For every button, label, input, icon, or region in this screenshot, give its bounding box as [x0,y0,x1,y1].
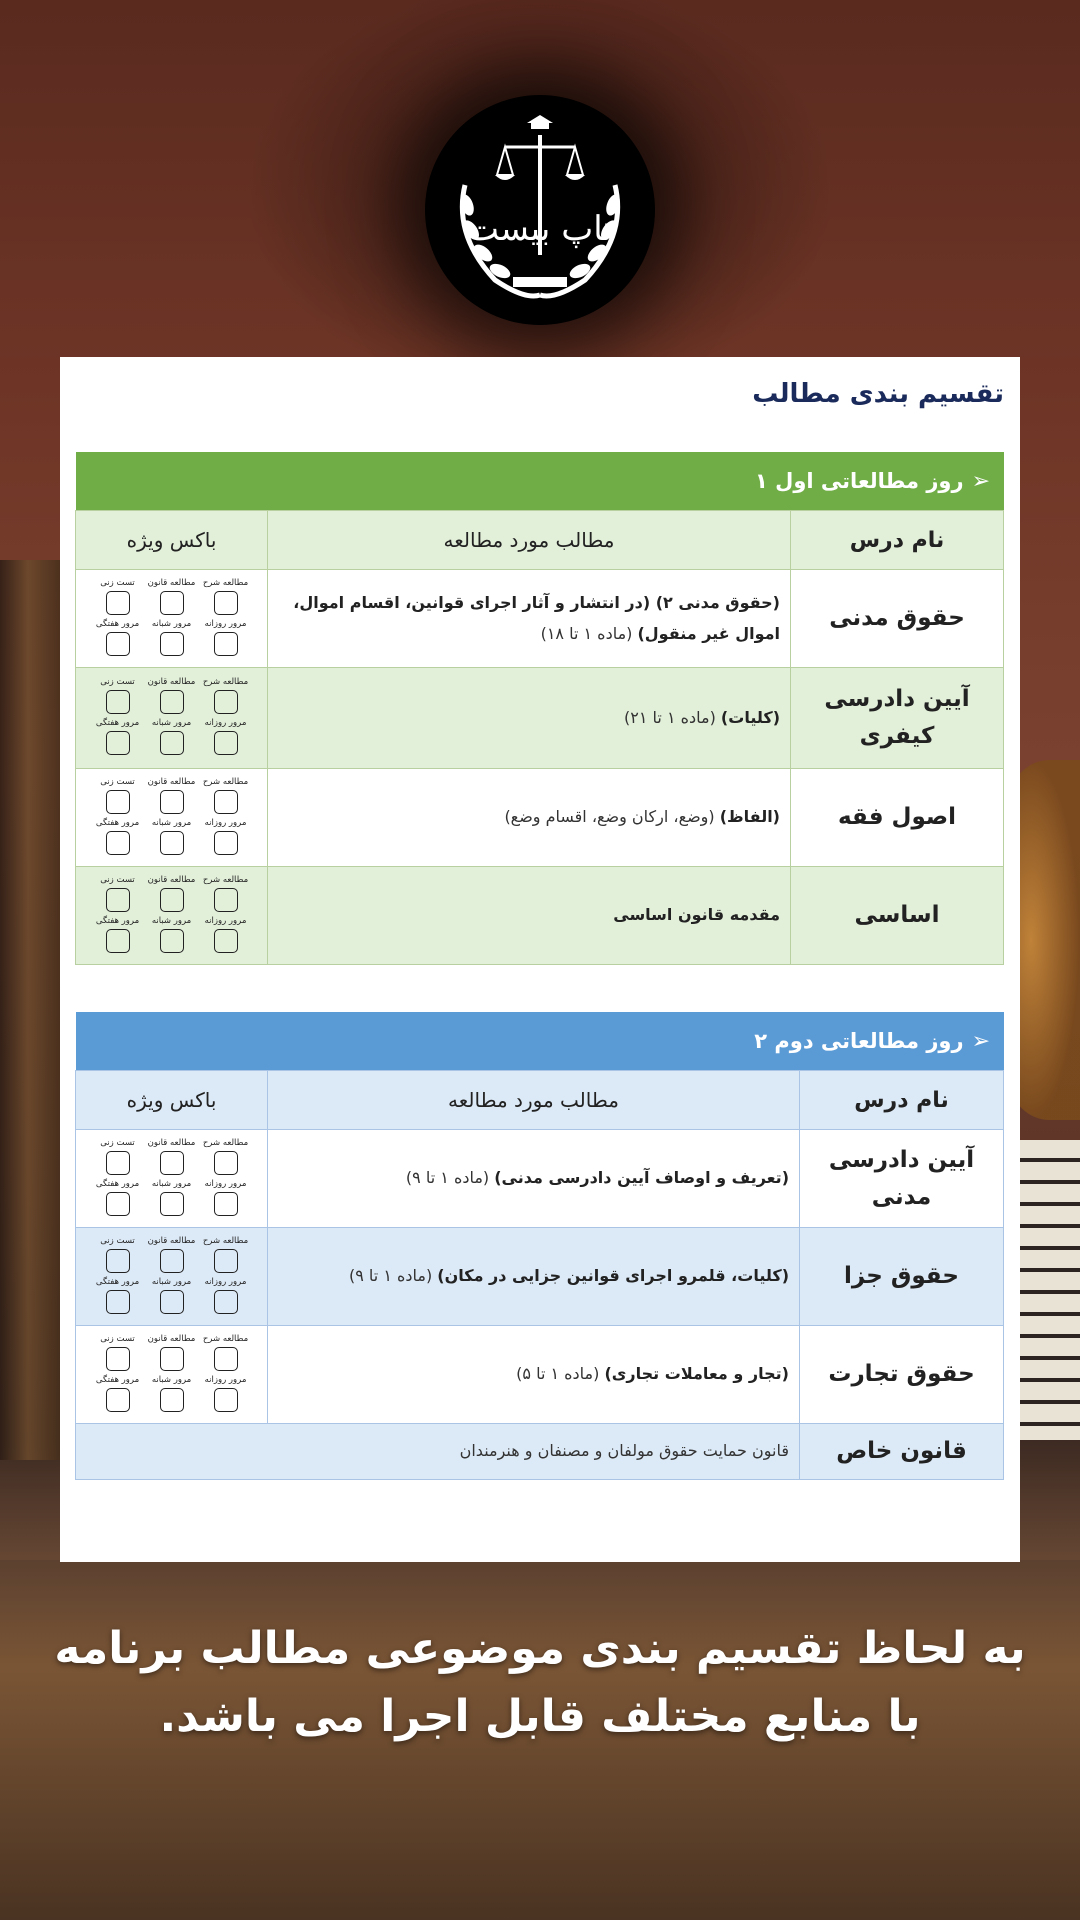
checkbox-label: مطالعه قانون [147,1235,196,1246]
special-box [76,769,268,867]
study-checkbox-item [91,1236,145,1277]
checkbox-label: مرور شبانه [151,618,192,629]
study-checkbox[interactable] [160,731,184,755]
study-checkbox-item [145,777,199,818]
checkbox-label: تست زنی [100,874,135,885]
special-box [76,1228,268,1326]
study-checkbox[interactable] [160,831,184,855]
checkbox-label: مرور هفتگی [95,718,140,728]
footer-line-2: با منابع مختلف قابل اجرا می باشد. [159,1691,921,1743]
study-checkbox[interactable] [214,790,238,814]
course-topic: (حقوق مدنی ۲) (در انتشار و آثار اجرای قوانین، اقسام اموال، اموال غیر منقول) (ماده ۱ تا ۱۸) [268,570,791,668]
study-checkbox-item [199,916,253,957]
checkbox-label: مطالعه قانون [147,1333,196,1344]
checkbox-label: مطالعه قانون [147,776,196,787]
checkbox-label: تست زنی [100,577,135,588]
study-checkbox-item [199,1277,253,1318]
study-checkbox[interactable] [106,831,130,855]
checkbox-label: مرور شبانه [151,718,192,728]
checkbox-label: مرور شبانه [151,1276,192,1287]
brand-logo [425,95,655,325]
table-row [76,769,1004,867]
study-checkbox[interactable] [214,1192,238,1216]
study-checkbox-item [145,916,199,957]
checkbox-label: مرور هفتگی [95,1276,140,1287]
scales-wreath-logo-icon [435,105,645,315]
study-day-2-section [76,1012,1004,1480]
checkbox-label: مطالعه شرح [202,1333,249,1344]
table-header-row [76,1071,1004,1130]
checkbox-label: مطالعه شرح [202,1137,249,1148]
checkbox-label: مرور هفتگی [95,817,140,828]
study-checkbox[interactable] [160,1290,184,1314]
course-topic: مقدمه قانون اساسی [268,867,791,965]
study-plan-card [60,357,1020,1562]
checkbox-label: مطالعه شرح [202,776,249,787]
checkbox-label: مرور روزانه [204,817,247,828]
study-checkbox[interactable] [214,591,238,615]
checkbox-label: تست زنی [100,1235,135,1246]
study-checkbox[interactable] [214,731,238,755]
study-checkbox-item [145,1236,199,1277]
svg-text:تاپ بیست: تاپ بیست [466,209,614,249]
study-checkbox[interactable] [106,1151,130,1175]
checkbox-label: مرور روزانه [204,1178,247,1189]
table-row [76,570,1004,668]
course-name: اساسی [791,867,1004,965]
study-checkbox[interactable] [106,1249,130,1273]
course-name: آیین دادرسی مدنی [800,1130,1004,1228]
study-checkbox[interactable] [160,888,184,912]
checkbox-label: مطالعه قانون [147,874,196,885]
study-day-1-section [76,452,1004,965]
checkbox-label: مرور شبانه [151,1374,192,1385]
course-name: حقوق جزا [800,1228,1004,1326]
study-checkbox[interactable] [214,1151,238,1175]
study-checkbox-item [91,677,145,718]
header-name: نام درس [791,511,1004,570]
header-box: باکس ویژه [76,1071,268,1130]
study-checkbox[interactable] [214,929,238,953]
checkbox-label: مطالعه شرح [202,1235,249,1246]
course-topic: قانون حمایت حقوق مولفان و مصنفان و هنرمندان [76,1424,800,1480]
checkbox-label: مطالعه قانون [147,577,196,588]
study-checkbox[interactable] [106,790,130,814]
course-name: حقوق تجارت [800,1326,1004,1424]
study-checkbox-item [145,619,199,660]
study-checkbox-item [199,1179,253,1220]
special-box [76,668,268,769]
study-checkbox[interactable] [106,929,130,953]
study-checkbox-item [199,1138,253,1179]
study-checkbox-item [91,578,145,619]
study-checkbox-item [145,578,199,619]
study-table-day-2 [75,1070,1004,1480]
study-checkbox-item [145,1179,199,1220]
background-gavel-decoration [1010,760,1080,1120]
checkbox-label: مرور شبانه [151,1178,192,1189]
study-checkbox[interactable] [106,1388,130,1412]
study-checkbox[interactable] [160,1249,184,1273]
study-checkbox[interactable] [106,591,130,615]
study-checkbox-item [145,1138,199,1179]
footer-line-1: به لحاظ تقسیم بندی موضوعی مطالب برنامه [54,1623,1026,1674]
study-checkbox-item [91,818,145,859]
study-checkbox-item [145,1334,199,1375]
course-name: اصول فقه [791,769,1004,867]
study-checkbox[interactable] [160,790,184,814]
study-checkbox-item [145,875,199,916]
study-checkbox-item [91,1375,145,1416]
course-topic: (کلیات، قلمرو اجرای قوانین جزایی در مکان) (ماده ۱ تا ۹) [268,1228,800,1326]
checkbox-label: مطالعه شرح [202,677,249,687]
checkbox-label: مرور هفتگی [95,1178,140,1189]
section-header [76,452,1004,510]
study-checkbox[interactable] [160,1151,184,1175]
study-checkbox-item [91,1334,145,1375]
study-checkbox-item [91,1138,145,1179]
study-checkbox[interactable] [160,929,184,953]
special-box [76,1326,268,1424]
paper-plane-icon: ➢ [971,468,990,494]
course-topic: (کلیات) (ماده ۱ تا ۲۱) [268,668,791,769]
table-row [76,1228,1004,1326]
checkbox-label: مرور هفتگی [95,1374,140,1385]
checkbox-label: تست زنی [100,776,135,787]
study-checkbox-item [199,1236,253,1277]
table-header-row [76,511,1004,570]
study-checkbox-item [199,1334,253,1375]
checkbox-label: تست زنی [100,1333,135,1344]
course-topic: (الفاظ) (وضع، ارکان وضع، اقسام وضع) [268,769,791,867]
course-name: آیین دادرسی کیفری [791,668,1004,769]
study-checkbox-item [199,718,253,759]
special-box [76,570,268,668]
header-topic: مطالب مورد مطالعه [268,511,791,570]
section-header [76,1012,1004,1070]
checkbox-label: مرور روزانه [204,1374,247,1385]
study-table-day-1 [75,510,1004,965]
checkbox-label: مطالعه قانون [147,677,196,687]
study-checkbox-item [199,777,253,818]
section-heading: روز مطالعاتی دوم ۲ [754,1029,964,1053]
footer-caption [40,1615,1040,1751]
checkbox-label: مطالعه قانون [147,1137,196,1148]
section-heading: روز مطالعاتی اول ۱ [754,469,964,493]
study-checkbox[interactable] [160,1388,184,1412]
study-checkbox[interactable] [214,1290,238,1314]
table-row [76,668,1004,769]
study-checkbox[interactable] [214,632,238,656]
course-name: حقوق مدنی [791,570,1004,668]
checkbox-label: مرور شبانه [151,817,192,828]
study-checkbox[interactable] [160,632,184,656]
background-books-decoration [1010,1140,1080,1440]
study-checkbox[interactable] [160,591,184,615]
study-checkbox-item [199,818,253,859]
checkbox-label: مرور روزانه [204,1276,247,1287]
table-row [76,1130,1004,1228]
study-checkbox-item [199,677,253,718]
header-box: باکس ویژه [76,511,268,570]
study-checkbox-item [145,1277,199,1318]
study-checkbox-item [91,875,145,916]
study-checkbox[interactable] [214,690,238,714]
header-topic: مطالب مورد مطالعه [268,1071,800,1130]
study-checkbox-item [145,818,199,859]
course-topic: (تجار و معاملات تجاری) (ماده ۱ تا ۵) [268,1326,800,1424]
study-checkbox-item [91,916,145,957]
page-title: تقسیم بندی مطالب [752,379,1004,409]
study-checkbox[interactable] [106,1347,130,1371]
study-checkbox[interactable] [160,1347,184,1371]
study-checkbox-item [199,578,253,619]
study-checkbox-item [91,718,145,759]
study-checkbox-item [145,718,199,759]
study-checkbox-item [91,777,145,818]
checkbox-label: تست زنی [100,677,135,687]
study-checkbox-item [199,1375,253,1416]
checkbox-label: مرور هفتگی [95,915,140,926]
study-checkbox[interactable] [160,690,184,714]
special-box [76,1130,268,1228]
table-row [76,867,1004,965]
study-checkbox[interactable] [106,888,130,912]
checkbox-label: مطالعه شرح [202,577,249,588]
study-checkbox[interactable] [106,632,130,656]
header-name: نام درس [800,1071,1004,1130]
special-box [76,867,268,965]
study-checkbox[interactable] [106,731,130,755]
study-checkbox[interactable] [214,888,238,912]
table-row [76,1424,1004,1480]
checkbox-label: مرور روزانه [204,718,247,728]
study-checkbox[interactable] [106,1290,130,1314]
study-checkbox-item [199,619,253,660]
study-checkbox[interactable] [214,831,238,855]
course-topic: (تعریف و اوصاف آیین دادرسی مدنی) (ماده ۱ تا ۹) [268,1130,800,1228]
study-checkbox[interactable] [214,1249,238,1273]
study-checkbox[interactable] [106,1192,130,1216]
study-checkbox-item [91,619,145,660]
checkbox-label: تست زنی [100,1137,135,1148]
study-checkbox-item [91,1277,145,1318]
study-checkbox-item [91,1179,145,1220]
study-checkbox[interactable] [106,690,130,714]
study-checkbox[interactable] [214,1388,238,1412]
study-checkbox-item [145,1375,199,1416]
checkbox-label: مرور روزانه [204,915,247,926]
course-name: قانون خاص [800,1424,1004,1480]
study-checkbox[interactable] [214,1347,238,1371]
table-row [76,1326,1004,1424]
checkbox-label: مرور شبانه [151,915,192,926]
paper-plane-icon: ➢ [971,1028,990,1054]
study-checkbox-item [199,875,253,916]
checkbox-label: مطالعه شرح [202,874,249,885]
checkbox-label: مرور هفتگی [95,618,140,629]
study-checkbox-item [145,677,199,718]
study-checkbox[interactable] [160,1192,184,1216]
checkbox-label: مرور روزانه [204,618,247,629]
